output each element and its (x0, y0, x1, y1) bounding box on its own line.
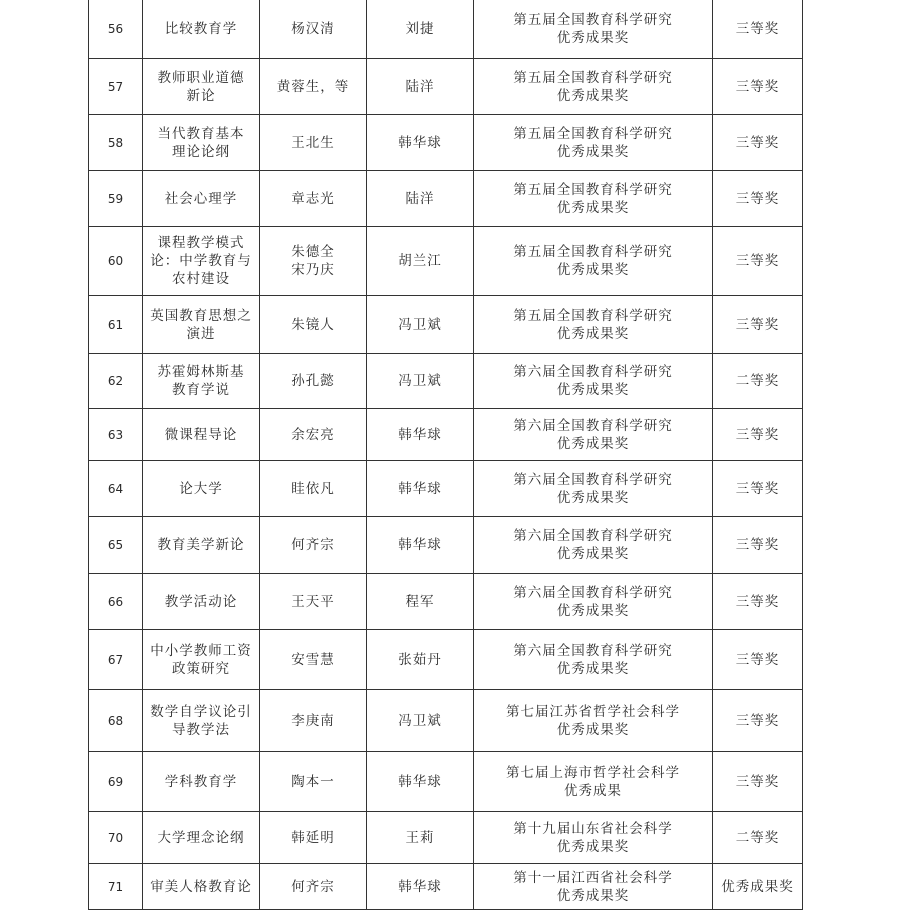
row-number: 64 (89, 461, 143, 517)
award-grade: 三等奖 (713, 517, 803, 574)
table-row (89, 812, 803, 864)
book-title: 比较教育学 (143, 0, 260, 59)
table-row (89, 0, 803, 59)
author: 陶本一 (260, 752, 367, 812)
row-number: 67 (89, 630, 143, 690)
award-grade: 三等奖 (713, 296, 803, 354)
award-name: 第五届全国教育科学研究 优秀成果奖 (474, 115, 713, 171)
author: 眭依凡 (260, 461, 367, 517)
row-number: 70 (89, 812, 143, 864)
award-name: 第十九届山东省社会科学 优秀成果奖 (474, 812, 713, 864)
award-name: 第十一届江西省社会科学 优秀成果奖 (474, 864, 713, 910)
book-title: 课程教学模式 论：中学教育与 农村建设 (143, 227, 260, 296)
award-name: 第六届全国教育科学研究 优秀成果奖 (474, 630, 713, 690)
editor: 陆洋 (367, 59, 474, 115)
award-grade: 优秀成果奖 (713, 864, 803, 910)
row-number: 69 (89, 752, 143, 812)
row-number: 71 (89, 864, 143, 910)
award-name: 第五届全国教育科学研究 优秀成果奖 (474, 59, 713, 115)
author: 何齐宗 (260, 864, 367, 910)
row-number: 63 (89, 409, 143, 461)
table-row (89, 864, 803, 910)
award-grade: 三等奖 (713, 752, 803, 812)
award-name: 第六届全国教育科学研究 优秀成果奖 (474, 461, 713, 517)
editor: 韩华球 (367, 409, 474, 461)
row-number: 62 (89, 354, 143, 409)
book-title: 苏霍姆林斯基 教育学说 (143, 354, 260, 409)
award-name: 第五届全国教育科学研究 优秀成果奖 (474, 227, 713, 296)
author: 孙孔懿 (260, 354, 367, 409)
award-grade: 三等奖 (713, 461, 803, 517)
award-name: 第六届全国教育科学研究 优秀成果奖 (474, 574, 713, 630)
award-name: 第七届上海市哲学社会科学 优秀成果 (474, 752, 713, 812)
table-row (89, 227, 803, 296)
book-title: 英国教育思想之 演进 (143, 296, 260, 354)
award-grade: 三等奖 (713, 0, 803, 59)
author: 安雪慧 (260, 630, 367, 690)
book-title: 中小学教师工资 政策研究 (143, 630, 260, 690)
award-grade: 二等奖 (713, 812, 803, 864)
author: 朱镜人 (260, 296, 367, 354)
editor: 冯卫斌 (367, 690, 474, 752)
awards-table (88, 0, 803, 910)
row-number: 58 (89, 115, 143, 171)
table-row (89, 409, 803, 461)
author: 朱德全 宋乃庆 (260, 227, 367, 296)
author: 李庚南 (260, 690, 367, 752)
author: 王天平 (260, 574, 367, 630)
table-row (89, 296, 803, 354)
editor: 王莉 (367, 812, 474, 864)
row-number: 57 (89, 59, 143, 115)
table-row (89, 354, 803, 409)
author: 杨汉清 (260, 0, 367, 59)
table-row (89, 171, 803, 227)
book-title: 论大学 (143, 461, 260, 517)
row-number: 66 (89, 574, 143, 630)
book-title: 大学理念论纲 (143, 812, 260, 864)
award-grade: 三等奖 (713, 630, 803, 690)
table-row (89, 115, 803, 171)
book-title: 审美人格教育论 (143, 864, 260, 910)
award-grade: 三等奖 (713, 227, 803, 296)
editor: 韩华球 (367, 864, 474, 910)
author: 何齐宗 (260, 517, 367, 574)
award-grade: 三等奖 (713, 115, 803, 171)
award-grade: 二等奖 (713, 354, 803, 409)
award-name: 第五届全国教育科学研究 优秀成果奖 (474, 296, 713, 354)
book-title: 教育美学新论 (143, 517, 260, 574)
editor: 韩华球 (367, 517, 474, 574)
table-row (89, 752, 803, 812)
row-number: 68 (89, 690, 143, 752)
book-title: 当代教育基本 理论论纲 (143, 115, 260, 171)
award-name: 第七届江苏省哲学社会科学 优秀成果奖 (474, 690, 713, 752)
awards-table-body (89, 0, 803, 910)
award-grade: 三等奖 (713, 59, 803, 115)
table-row (89, 59, 803, 115)
editor: 张茹丹 (367, 630, 474, 690)
author: 黄蓉生，等 (260, 59, 367, 115)
book-title: 学科教育学 (143, 752, 260, 812)
table-row (89, 630, 803, 690)
author: 余宏亮 (260, 409, 367, 461)
book-title: 教学活动论 (143, 574, 260, 630)
editor: 陆洋 (367, 171, 474, 227)
award-grade: 三等奖 (713, 574, 803, 630)
author: 王北生 (260, 115, 367, 171)
row-number: 56 (89, 0, 143, 59)
row-number: 59 (89, 171, 143, 227)
editor: 刘捷 (367, 0, 474, 59)
award-name: 第六届全国教育科学研究 优秀成果奖 (474, 409, 713, 461)
book-title: 社会心理学 (143, 171, 260, 227)
award-grade: 三等奖 (713, 690, 803, 752)
award-name: 第五届全国教育科学研究 优秀成果奖 (474, 171, 713, 227)
award-name: 第六届全国教育科学研究 优秀成果奖 (474, 354, 713, 409)
row-number: 60 (89, 227, 143, 296)
editor: 胡兰江 (367, 227, 474, 296)
editor: 冯卫斌 (367, 354, 474, 409)
table-row (89, 517, 803, 574)
row-number: 65 (89, 517, 143, 574)
book-title: 数学自学议论引 导教学法 (143, 690, 260, 752)
table-row (89, 461, 803, 517)
award-grade: 三等奖 (713, 171, 803, 227)
author: 章志光 (260, 171, 367, 227)
editor: 韩华球 (367, 115, 474, 171)
award-grade: 三等奖 (713, 409, 803, 461)
award-name: 第五届全国教育科学研究 优秀成果奖 (474, 0, 713, 59)
book-title: 微课程导论 (143, 409, 260, 461)
editor: 韩华球 (367, 752, 474, 812)
table-row (89, 690, 803, 752)
author: 韩延明 (260, 812, 367, 864)
editor: 韩华球 (367, 461, 474, 517)
row-number: 61 (89, 296, 143, 354)
editor: 程军 (367, 574, 474, 630)
book-title: 教师职业道德 新论 (143, 59, 260, 115)
editor: 冯卫斌 (367, 296, 474, 354)
table-row (89, 574, 803, 630)
award-name: 第六届全国教育科学研究 优秀成果奖 (474, 517, 713, 574)
